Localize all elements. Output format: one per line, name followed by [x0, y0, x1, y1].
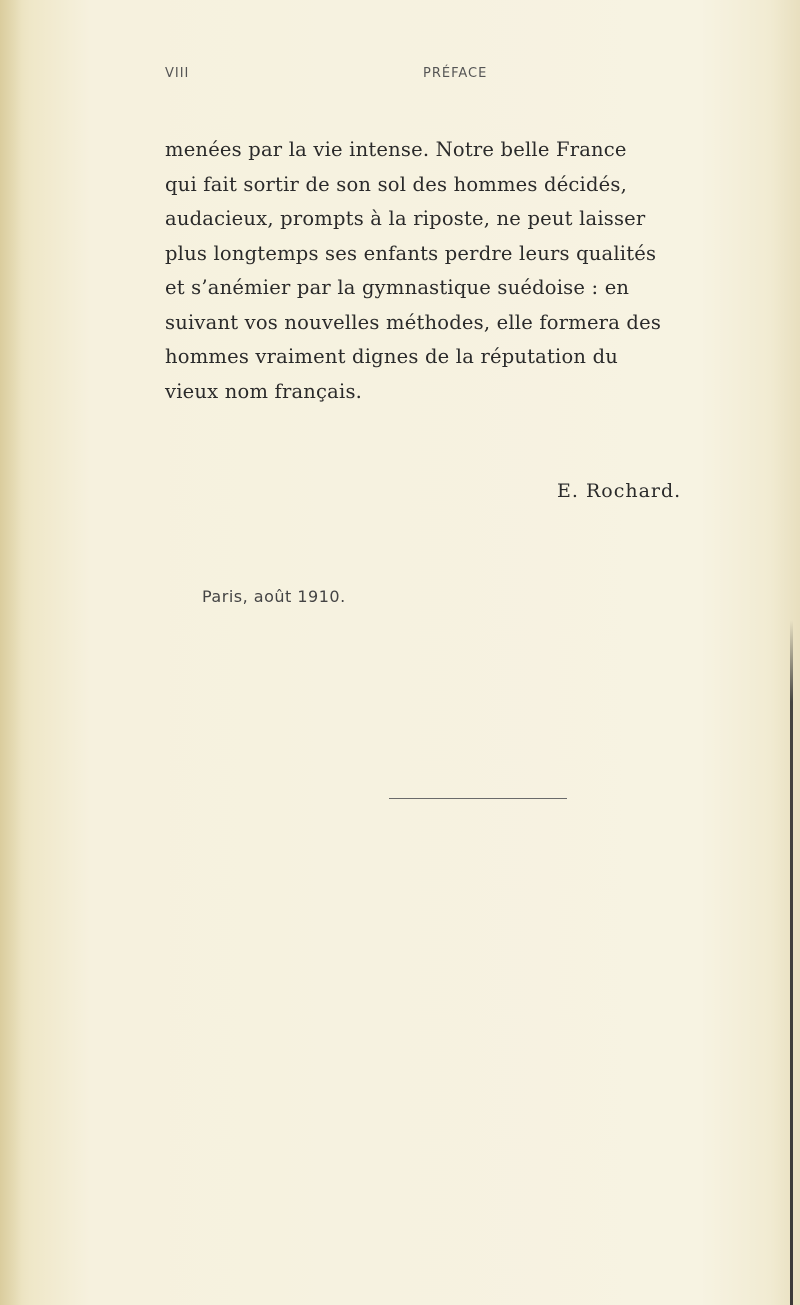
text-line: plus longtemps ses enfants perdre leurs qualités — [165, 241, 657, 265]
text-line: menées par la vie intense. Notre belle France — [165, 138, 627, 161]
body-paragraph — [165, 133, 795, 409]
text-line: qui fait sortir de son sol des hommes décidés, — [165, 172, 628, 196]
text-line: audacieux, prompts à la riposte, ne peut laisser — [165, 207, 646, 230]
page-gutter-shadow — [0, 0, 22, 1305]
text-line: et s’anémier par la gymnastique suédoise : en — [165, 276, 630, 299]
running-head — [0, 66, 800, 86]
place-date: Paris, août 1910. — [202, 587, 346, 606]
page-number: VIII — [165, 66, 190, 81]
end-rule-divider — [389, 798, 567, 799]
text-line: vieux nom français. — [165, 379, 363, 403]
text-line: suivant vos nouvelles méthodes, elle formera des — [165, 310, 662, 334]
page-edge-line — [790, 620, 793, 1305]
author-signature: E. Rochard. — [557, 480, 682, 502]
section-title: PRÉFACE — [423, 66, 488, 81]
text-line: hommes vraiment dignes de la réputation du — [165, 345, 619, 368]
